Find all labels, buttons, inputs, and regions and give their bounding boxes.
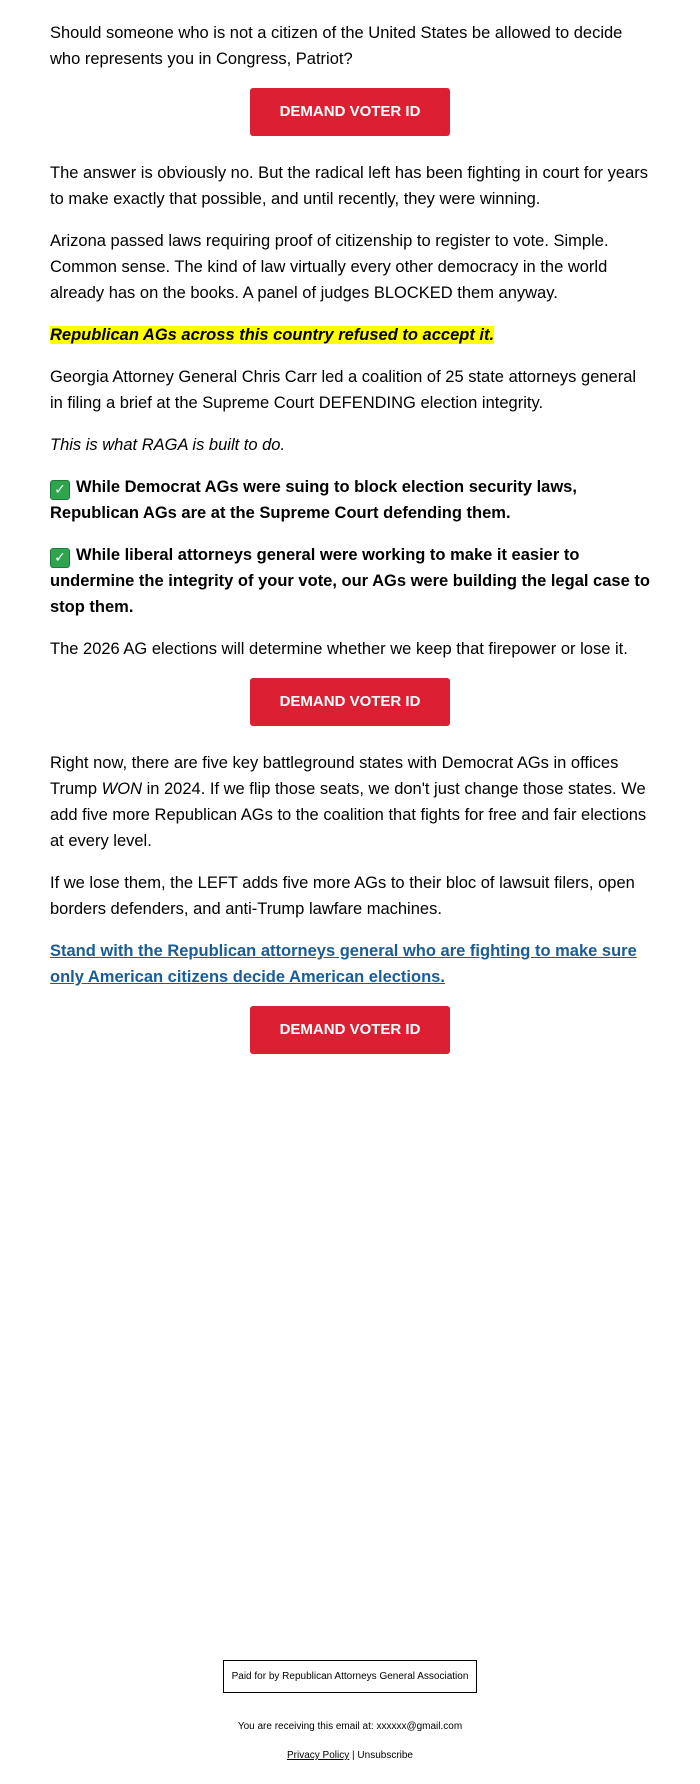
button-row-2 xyxy=(50,678,650,726)
arizona-paragraph: Arizona passed laws requiring proof of citizenship to register to vote. Simple. Common sense. The kind of law virtually every other democracy in the world already has on the books. A panel of judges BLOCKED them anyway. xyxy=(50,232,609,302)
won-italic-text: WON xyxy=(101,780,142,798)
stand-with-paragraph xyxy=(50,938,650,990)
raga-italic-text: This is what RAGA is built to do. xyxy=(50,436,286,454)
highlight-paragraph xyxy=(50,322,650,348)
email-footer xyxy=(0,1660,700,1761)
stand-with-link[interactable]: Stand with the Republican attorneys general who are fighting to make sure only American citizens decide American elections. xyxy=(50,942,637,986)
georgia-paragraph: Georgia Attorney General Chris Carr led a coalition of 25 state attorneys general in filing a brief at the Supreme Court DEFENDING election integrity. xyxy=(50,368,637,412)
footer-separator: | xyxy=(349,1750,358,1761)
battleground-text-2: in 2024. If we flip those seats, we don't just change those states. We add five more Republican AGs to the coalition that fights for free and fair elections at every level. xyxy=(50,780,647,850)
check-mark-icon: ✓ xyxy=(50,548,70,568)
highlighted-text: Republican AGs across this country refused to accept it. xyxy=(50,326,495,344)
check-item-2-text: While liberal attorneys general were working to make it easier to undermine the integrity of your vote, our AGs were building the legal case to stop them. xyxy=(50,546,650,616)
battleground-paragraph xyxy=(50,750,650,854)
demand-voter-id-button-1[interactable]: DEMAND VOTER ID xyxy=(250,88,450,136)
email-body xyxy=(50,20,650,1078)
receiving-email-text: You are receiving this email at: xxxxxx@gmail.com xyxy=(237,1721,463,1732)
unsubscribe-link[interactable]: Unsubscribe xyxy=(357,1750,413,1761)
elections-paragraph: The 2026 AG elections will determine whether we keep that firepower or lose it. xyxy=(50,640,628,658)
demand-voter-id-button-3[interactable]: DEMAND VOTER ID xyxy=(250,1006,450,1054)
battleground-text-1: Right now, there are five key battleground states with Democrat AGs in offices Trump xyxy=(50,754,619,798)
check-item-2 xyxy=(50,542,650,620)
privacy-policy-link[interactable]: Privacy Policy xyxy=(287,1750,350,1761)
demand-voter-id-button-2[interactable]: DEMAND VOTER ID xyxy=(250,678,450,726)
check-item-1 xyxy=(50,474,650,526)
raga-paragraph xyxy=(50,432,650,458)
lose-paragraph: If we lose them, the LEFT adds five more AGs to their bloc of lawsuit filers, open borders defenders, and anti-Trump lawfare machines. xyxy=(50,874,635,918)
paid-for-box: Paid for by Republican Attorneys General Association xyxy=(223,1660,478,1693)
button-row-1 xyxy=(50,88,650,136)
check-item-1-text: While Democrat AGs were suing to block election security laws, Republican AGs are at the Supreme Court defending them. xyxy=(50,478,577,522)
button-row-3 xyxy=(50,1006,650,1054)
footer-links xyxy=(0,1750,700,1761)
check-mark-icon: ✓ xyxy=(50,480,70,500)
answer-paragraph: The answer is obviously no. But the radical left has been fighting in court for years to make exactly that possible, and until recently, they were winning. xyxy=(50,164,648,208)
intro-paragraph: Should someone who is not a citizen of the United States be allowed to decide who represents you in Congress, Patriot? xyxy=(50,24,623,68)
